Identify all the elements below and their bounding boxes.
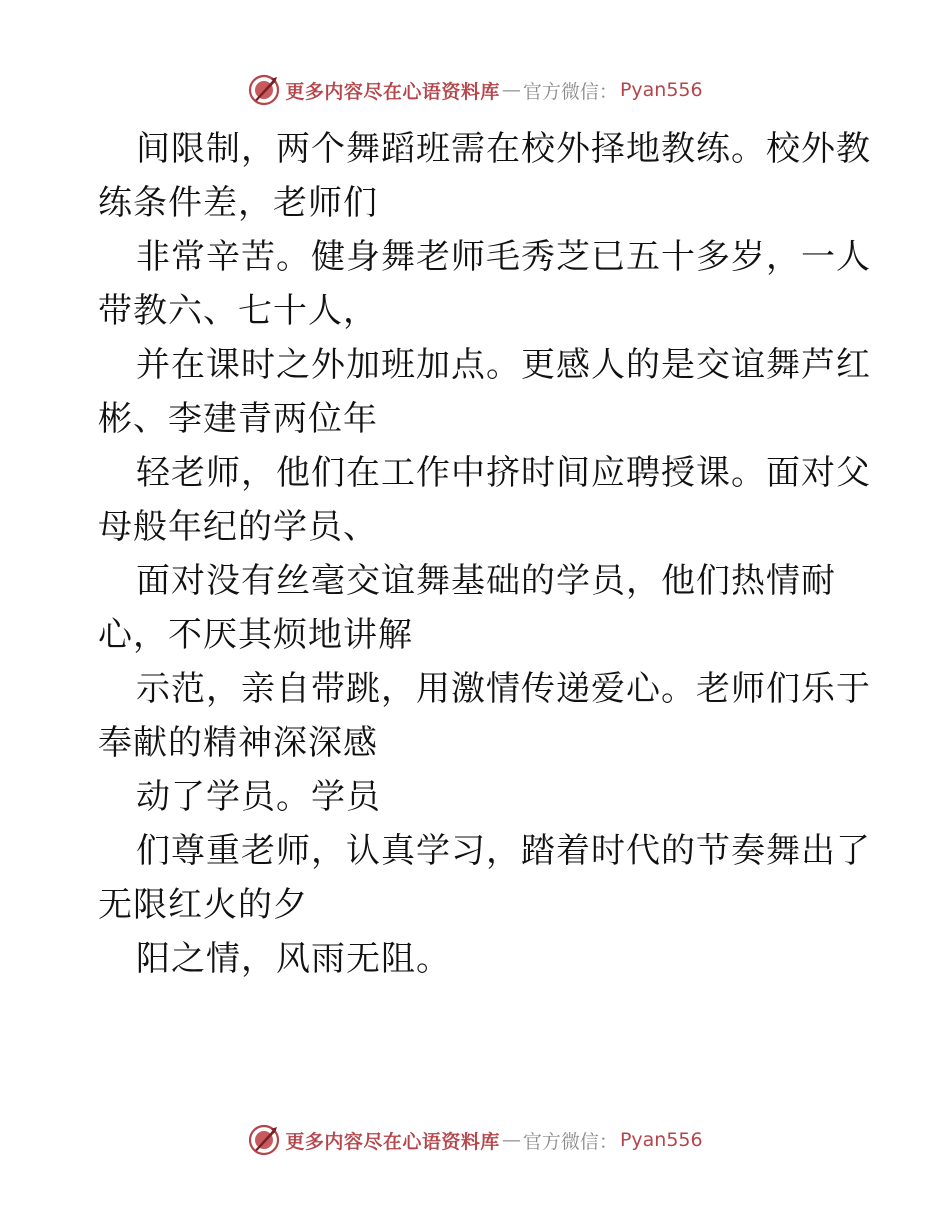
body-line: 无限红火的夕 — [98, 885, 308, 925]
body-line: 动了学员。学员 — [136, 777, 381, 817]
body-line: 彬、李建青两位年 — [98, 399, 378, 439]
body-line: 面对没有丝毫交谊舞基础的学员，他们热情耐 — [136, 561, 836, 601]
header-wechat-label: 官方微信： — [522, 80, 618, 103]
footer-wechat-label: 官方微信： — [522, 1130, 618, 1153]
body-line: 们尊重老师，认真学习，踏着时代的节奏舞出了 — [136, 831, 871, 871]
footer-banner — [0, 1120, 950, 1160]
body-line: 奉献的精神深深感 — [98, 723, 378, 763]
body-line: 带教六、七十人， — [98, 291, 378, 331]
document-body — [98, 122, 871, 986]
body-line: 并在课时之外加班加点。更感人的是交谊舞芦红 — [136, 345, 871, 385]
header-banner — [0, 70, 950, 110]
body-line: 轻老师，他们在工作中挤时间应聘授课。面对父 — [136, 453, 871, 493]
quill-logo-icon — [247, 73, 281, 107]
body-line: 练条件差，老师们 — [98, 183, 378, 223]
body-line: 阳之情，风雨无阻。 — [136, 939, 451, 979]
body-line: 非常辛苦。健身舞老师毛秀芝已五十多岁，一人 — [136, 237, 871, 277]
header-wechat-id: Pyan556 — [619, 79, 703, 101]
footer-site-text: 更多内容尽在心语资料库 — [285, 1130, 500, 1153]
footer-dash: — — [501, 1129, 521, 1151]
header-site-text: 更多内容尽在心语资料库 — [285, 80, 500, 103]
quill-logo-icon — [247, 1123, 281, 1157]
footer-wechat-id: Pyan556 — [619, 1129, 703, 1151]
body-line: 间限制，两个舞蹈班需在校外择地教练。校外教 — [136, 129, 871, 169]
body-line: 母般年纪的学员、 — [98, 507, 378, 547]
body-line: 示范，亲自带跳，用激情传递爱心。老师们乐于 — [136, 669, 871, 709]
header-dash: — — [501, 79, 521, 101]
body-line: 心，不厌其烦地讲解 — [98, 615, 413, 655]
